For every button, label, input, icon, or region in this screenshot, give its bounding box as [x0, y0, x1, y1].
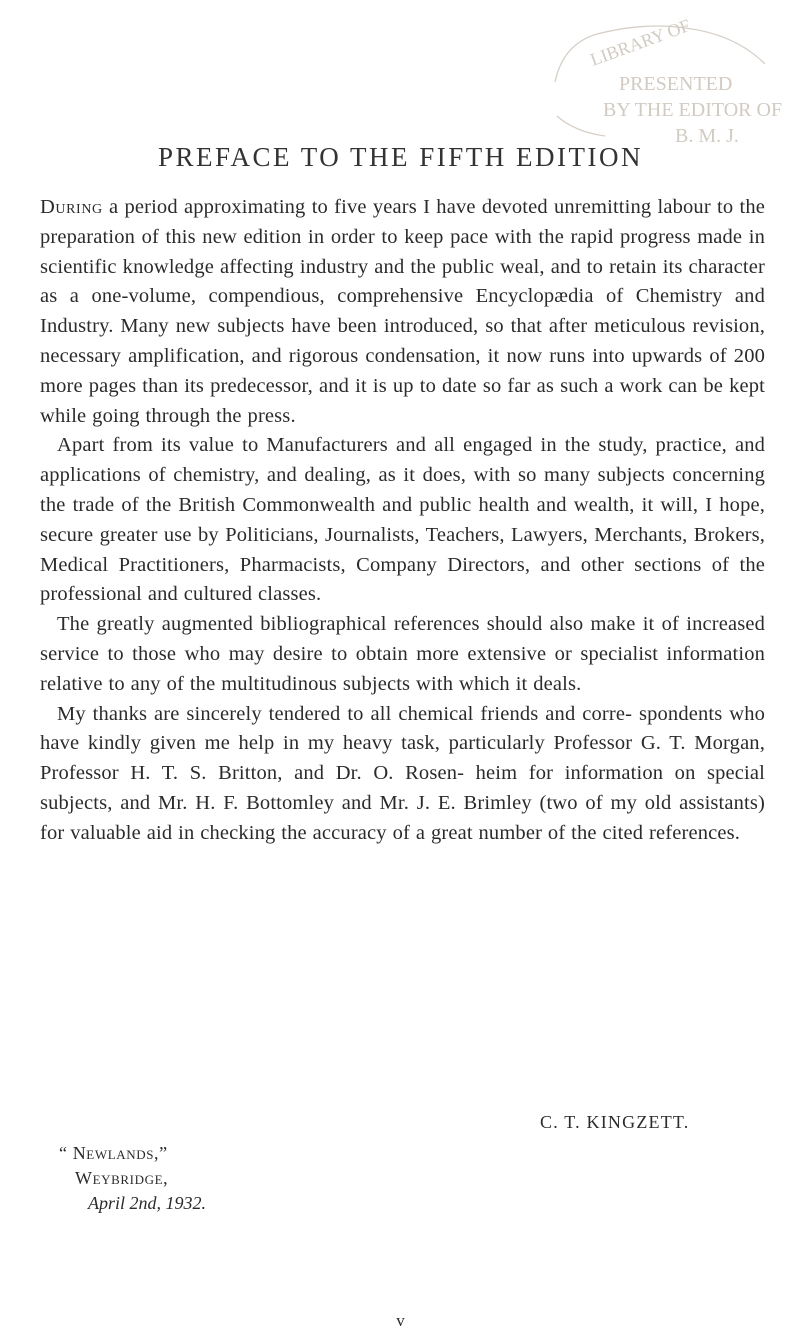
page-title: PREFACE TO THE FIFTH EDITION [157, 142, 644, 172]
address-date: April 2nd, 1932. [88, 1193, 207, 1213]
paragraph-4: My thanks are sincerely tendered to all chemical friends and corre- spondents who have kindly given me help in my heavy task, particularly Professor G. T. Morgan, Professor H. T. S. Britton, and Dr. O. Rosen- heim for information on special subjects, and Mr. H. F. Bottomley and Mr. J. E. Brimley (two of my old assistants) for valuable aid in checking the accuracy of a great number of the cited references. [40, 702, 765, 844]
preface-body [40, 193, 765, 849]
stamp-line-3: BY THE EDITOR OF [603, 99, 783, 121]
opening-word: During [40, 196, 103, 218]
paragraph-1-text: a period approximating to five years I have devoted unremitting labour to the preparation of this new edition in order to keep pace with the rapid progress made in scientific knowledge affecting industry and the public weal, and to retain its character as a one-volume, compendious, comprehensive Encyclopædia of Chemistry and Industry. Many new subjects have been introduced, so that after meticulous revision, necessary amplification, and rigorous condensation, it now runs into upwards of 200 more pages than its predecessor, and it is up to date so far as such a work can be kept while going through the press. [40, 196, 765, 427]
paragraph-3: The greatly augmented bibliographical references should also make it of increased service to those who may desire to obtain more extensive or specialist information relative to any of the multitudinous subjects with which it deals. [40, 613, 765, 695]
library-stamp [535, 4, 797, 144]
page-number: v [396, 1311, 405, 1330]
author-signature: C. T. KINGZETT. [540, 1112, 690, 1132]
paragraph-2: Apart from its value to Manufacturers and all engaged in the study, practice, and applications of chemistry, and dealing, as it does, with so many subjects concerning the trade of the British Commonwealth and public health and wealth, it will, I hope, secure greater use by Politicians, Journalists, Teachers, Lawyers, Merchants, Brokers, Medical Practitioners, Pharmacists, Company Directors, and other sections of the professional and cultured classes. [40, 434, 765, 606]
stamp-line-4: B. M. J. [675, 125, 739, 144]
address-town: Weybridge, [75, 1168, 169, 1188]
stamp-line-1: LIBRARY OF [587, 15, 693, 70]
address-house: “ Newlands,” [59, 1143, 168, 1163]
paragraph-1 [40, 193, 765, 431]
stamp-line-2: PRESENTED [619, 73, 733, 95]
address-block [59, 1141, 206, 1216]
